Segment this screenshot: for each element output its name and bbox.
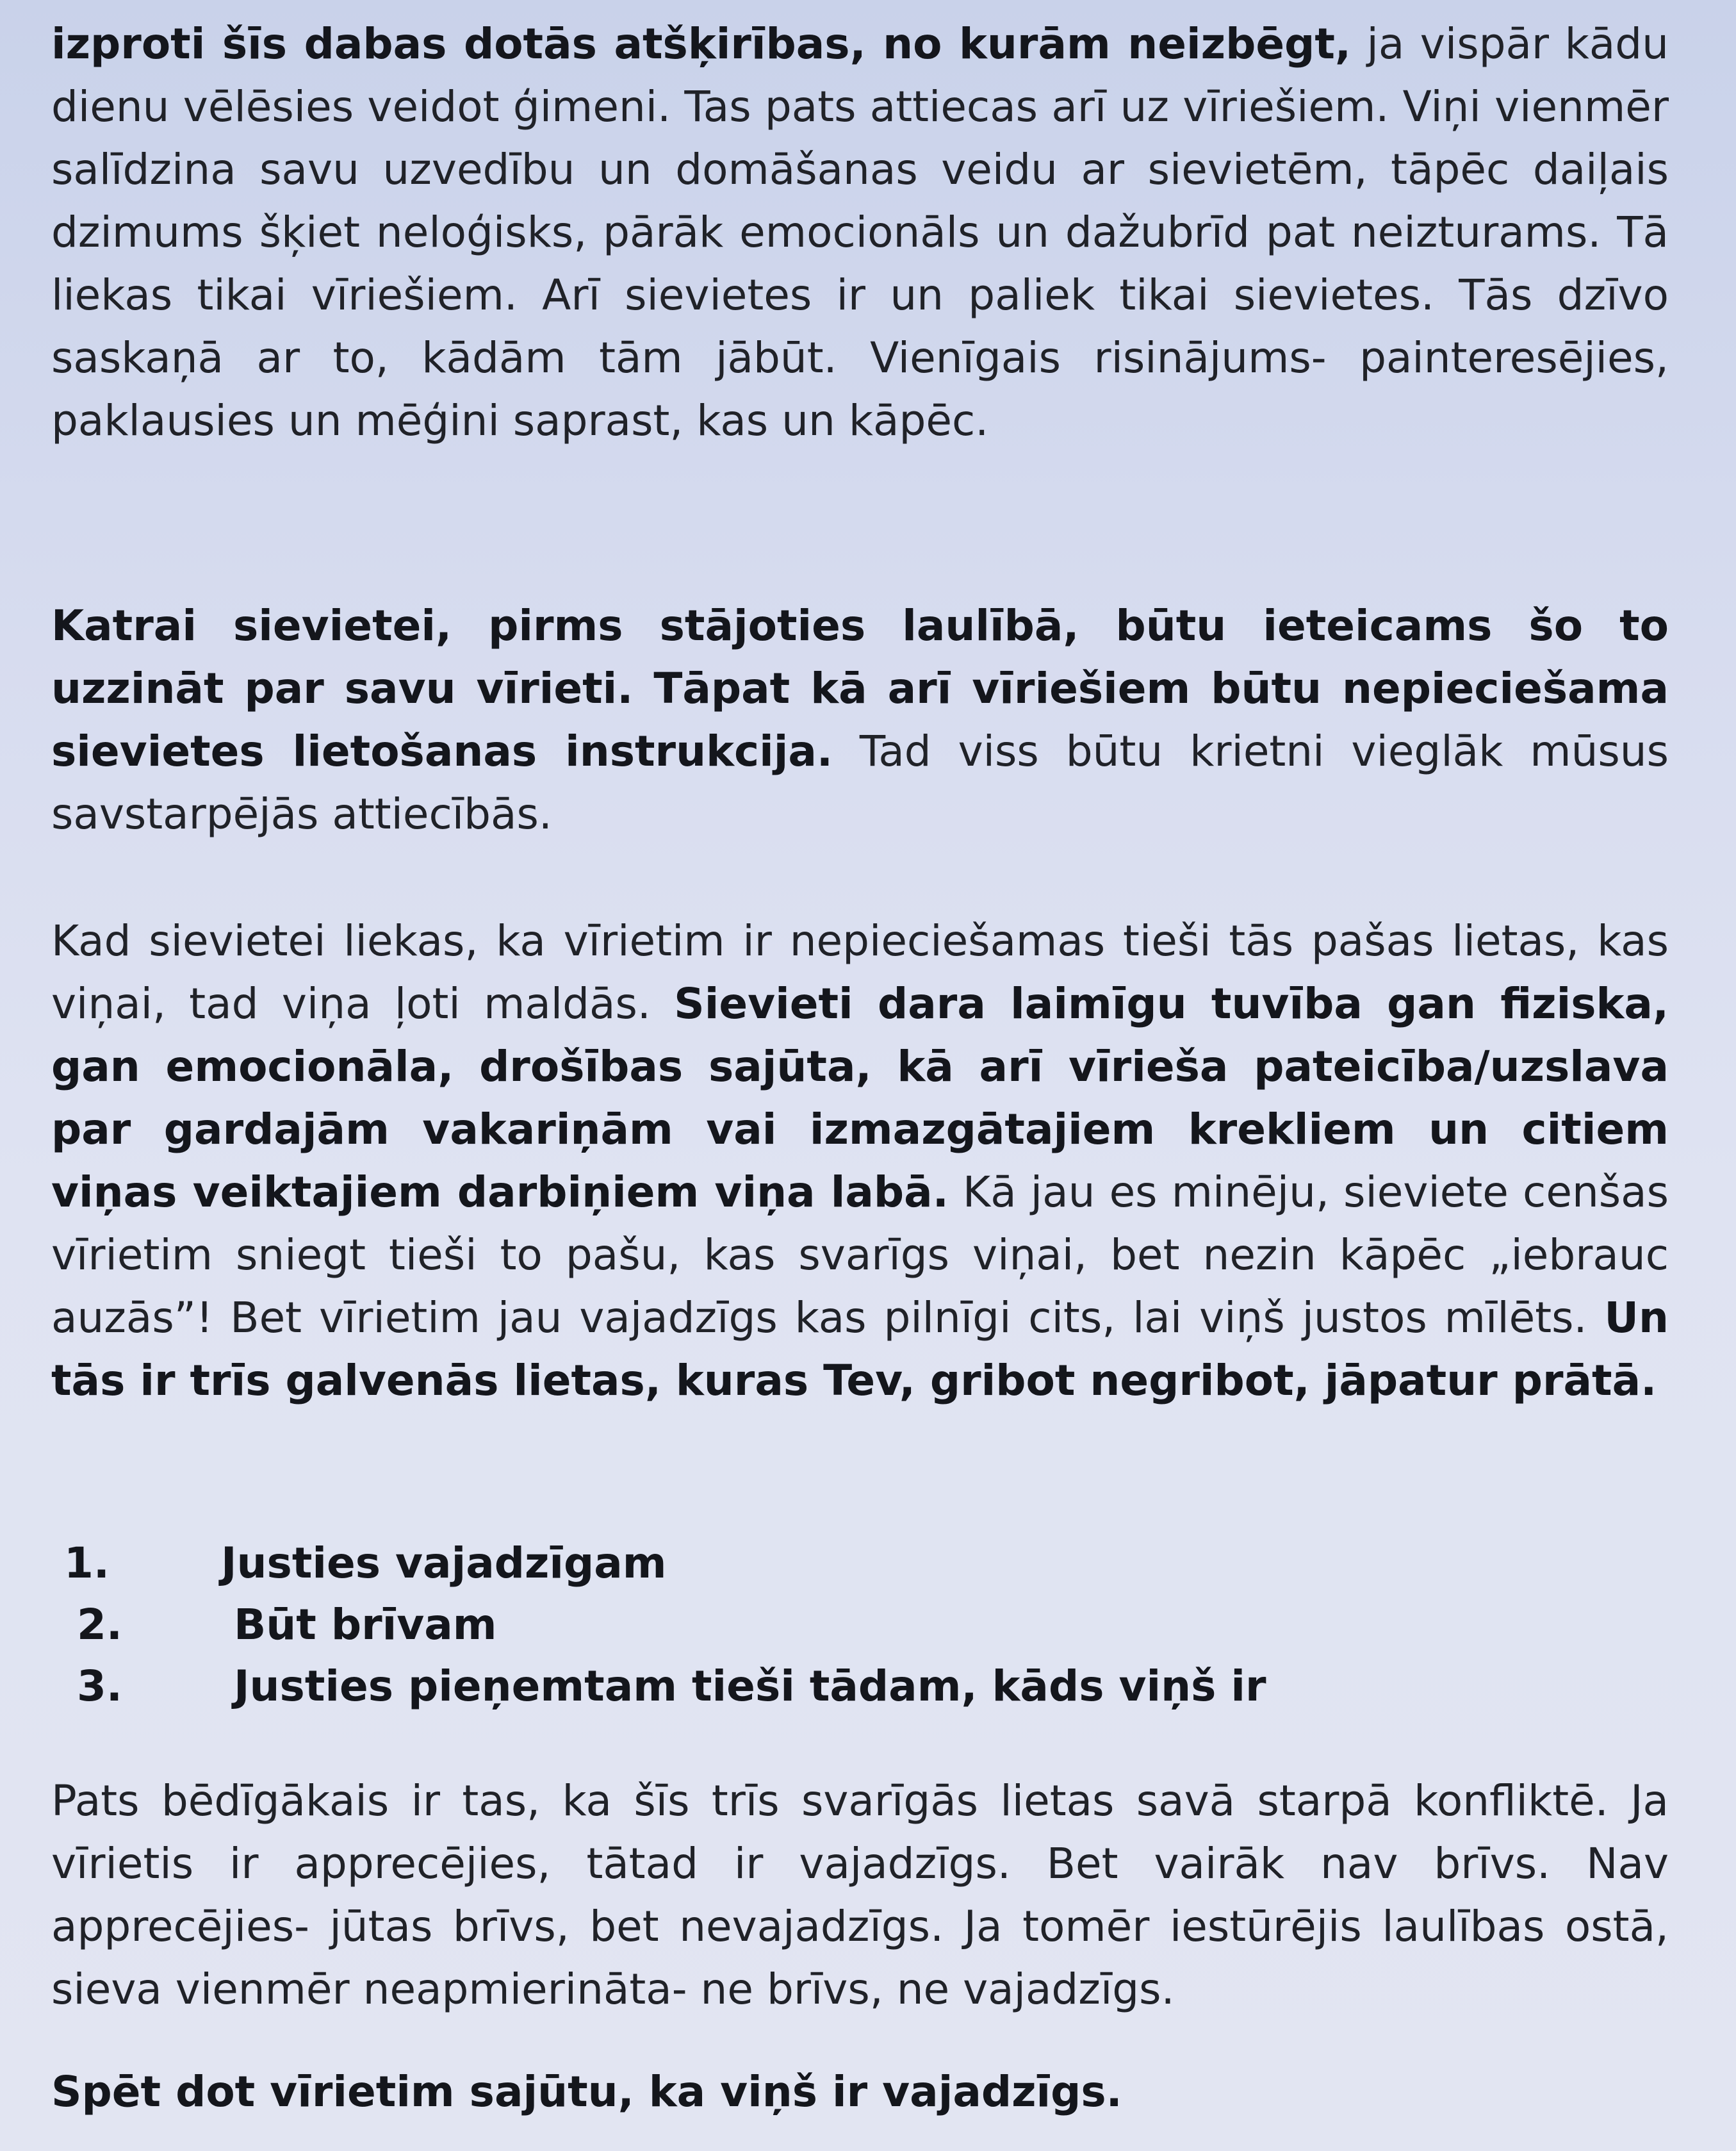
paragraph-2-bold: Katrai sievietei, pirms stājoties laulībā, būtu ieteicams šo to uzzināt par savu vīrieti. Tāpat kā arī vīriešiem būtu nepieciešama sievietes lietošanas instrukcija.	[51, 601, 1669, 776]
list-item-number: 1.	[64, 1538, 110, 1588]
list-item-text: Justies pieņemtam tieši tādam, kāds viņš ir	[234, 1661, 1266, 1711]
numbered-list	[64, 1533, 1601, 1717]
paragraph-4	[51, 1770, 1669, 2021]
list-item-text: Būt brīvam	[234, 1600, 497, 1649]
paragraph-5-bold: Spēt dot vīrietim sajūtu, ka viņš ir vajadzīgs.	[51, 2067, 1122, 2116]
paragraph-1-text: ja vispār kādu dienu vēlēsies veidot ģimeni. Tas pats attiecas arī uz vīriešiem. Viņi vienmēr salīdzina savu uzvedību un domāšanas veidu ar sievietēm, tāpēc daiļais dzimums šķiet neloģisks, pārāk emocionāls un dažubrīd pat neizturams. Tā liekas tikai vīriešiem. Arī sievietes ir un paliek tikai sievietes. Tās dzīvo saskaņā ar to, kādām tām jābūt. Vienīgais risinājums- painteresējies, paklausies un mēģini saprast, kas un kāpēc.	[51, 19, 1669, 445]
list-item	[64, 1594, 1601, 1656]
paragraph-1-bold-lead: izproti šīs dabas dotās atšķirības, no kurām neizbēgt,	[51, 19, 1351, 69]
list-item-number: 2.	[77, 1600, 122, 1649]
paragraph-3	[51, 910, 1669, 1412]
paragraph-1	[51, 13, 1669, 452]
paragraph-2	[51, 595, 1669, 846]
paragraph-3-text-1: Kad sievietei liekas, ka vīrietim ir nepieciešamas tieši tās pašas lietas, kas viņai, tad viņa ļoti maldās.	[51, 916, 1669, 1028]
paragraph-3-bold-2: Un tās ir trīs galvenās lietas, kuras Tev, gribot negribot, jāpatur prātā.	[51, 1293, 1669, 1405]
paragraph-3-bold-1: Sievieti dara laimīgu tuvība gan fiziska, gan emocionāla, drošības sajūta, kā arī vīrieša pateicība/uzslava par gardajām vakariņām vai izmazgātajiem krekliem un citiem viņas veiktajiem darbiņiem viņa labā.	[51, 979, 1669, 1217]
paragraph-2-text: Tad viss būtu krietni vieglāk mūsus savstarpējās attiecībās.	[51, 727, 1669, 839]
paragraph-3-text-2: Kā jau es minēju, sieviete cenšas vīrietim sniegt tieši to pašu, kas svarīgs viņai, bet nezin kāpēc „iebrauc auzās”! Bet vīrietim jau vajadzīgs kas pilnīgi cits, lai viņš justos mīlēts.	[51, 1167, 1669, 1342]
list-item-text: Justies vajadzīgam	[221, 1538, 667, 1588]
document-page	[51, 0, 1669, 2151]
paragraph-5	[51, 2061, 1669, 2123]
list-item	[64, 1656, 1601, 1717]
paragraph-4-text: Pats bēdīgākais ir tas, ka šīs trīs svarīgās lietas savā starpā konfliktē. Ja vīrietis ir apprecējies, tātad ir vajadzīgs. Bet vairāk nav brīvs. Nav apprecējies- jūtas brīvs, bet nevajadzīgs. Ja tomēr iestūrējis laulības ostā, sieva vienmēr neapmierināta- ne brīvs, ne vajadzīgs.	[51, 1776, 1669, 2014]
list-item-number: 3.	[77, 1661, 122, 1711]
list-item	[64, 1533, 1601, 1594]
